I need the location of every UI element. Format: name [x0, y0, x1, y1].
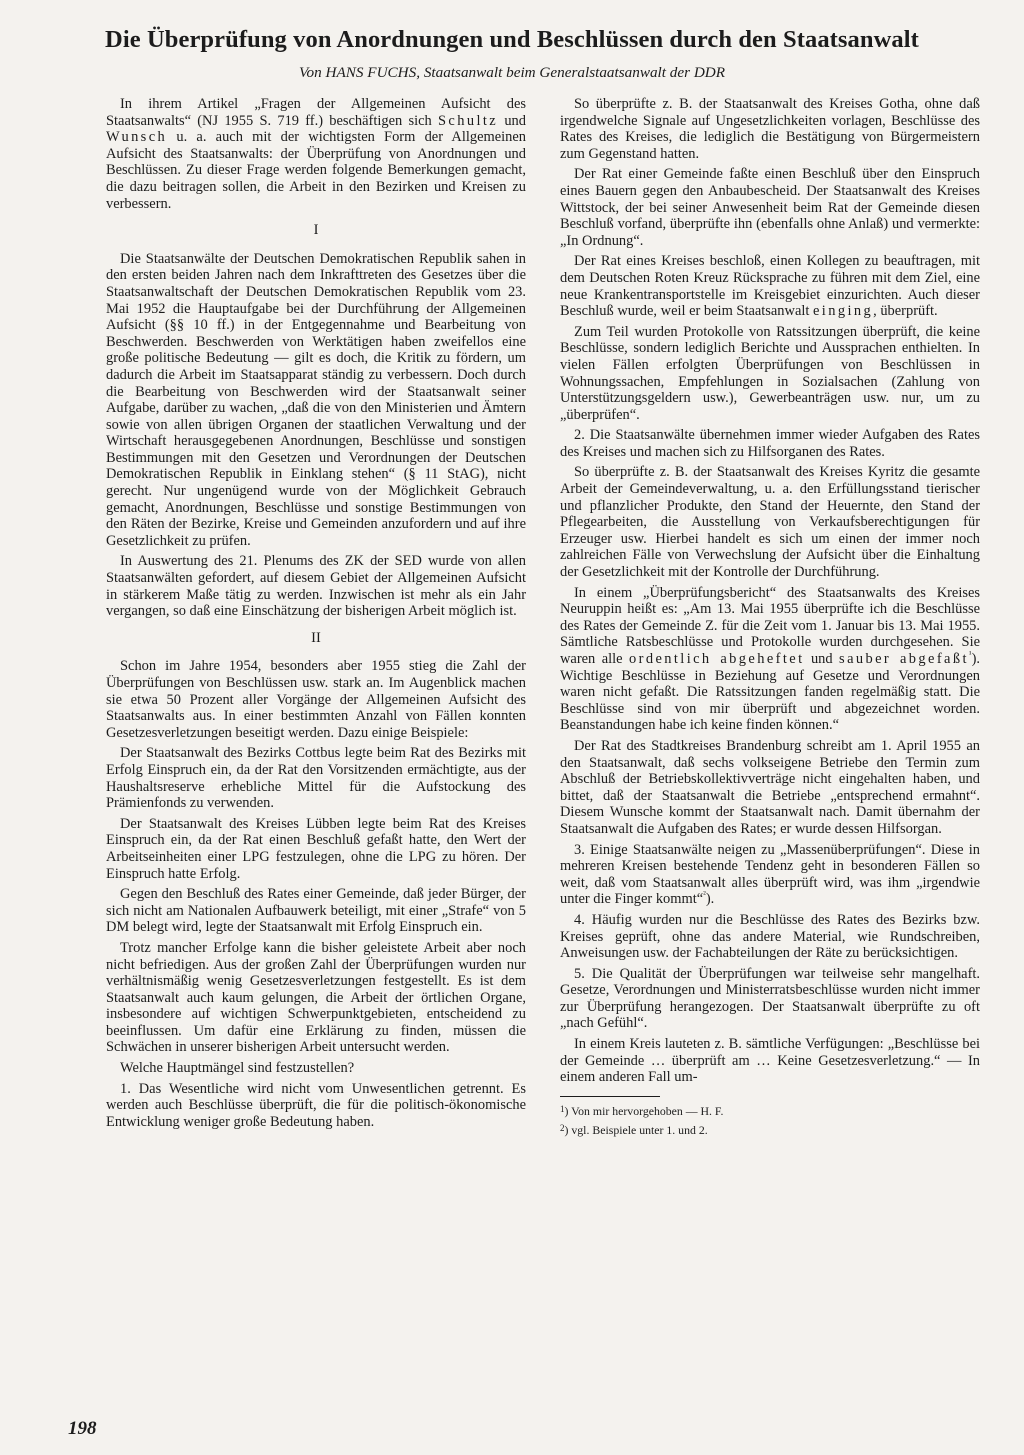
- author-byline: Von HANS FUCHS, Staatsanwalt beim Generalstaatsanwalt der DDR: [298, 64, 726, 81]
- section-heading-2: II: [311, 629, 321, 646]
- footnote-divider: [560, 1096, 660, 1097]
- paragraph: Trotz mancher Erfolge kann die bisher geleistete Arbeit aber noch nicht befriedigen. Aus der großen Zahl der Überprüfungen wurden nur verhältnismäßig wenig Gesetzesverletzungen festgestellt. Es ist dem Staatsanwalt auch kaum gelungen, die Arbeit der örtlichen Organe, insbesondere auf wichtigen Schwerpunktgebieten, entscheidend zu beeinflussen. Um dafür eine Erklärung zu finden, müssen die Schwächen in unserer bisherigen Arbeit untersucht werden.: [106, 939, 526, 1056]
- paragraph: In Auswertung des 21. Plenums des ZK der SED wurde von allen Staatsanwälten gefordert, auf diesem Gebiet der Allgemeinen Aufsicht in stärkerem Maße tätig zu werden. Inzwischen ist mehr als ein Jahr vergangen, so daß eine Einschätzung der bisherigen Arbeit möglich ist.: [106, 553, 526, 620]
- paragraph: Zum Teil wurden Protokolle von Ratssitzungen überprüft, die keine Beschlüsse, sondern lediglich Berichte und Aussprachen enthielten. In vielen Fällen erfolgten Überprüfungen von Beschlüssen in Wohnungssachen, Empfehlungen in Sozialsachen (Zahlung von Unterstützungsgeldern usw.), Gewerbeanträgen usw. nur, um zu „überprüfen“.: [560, 323, 980, 423]
- paragraph: Der Rat eines Kreises beschloß, einen Kollegen zu beauftragen, mit dem Deutschen Roten Kreuz Rücksprache zu führen mit dem Ziel, eine neue Krankentransportstelle im Kreisgebiet einzurichten. Auch dieser Beschluß wurde, weil er beim Staatsanwalt einging, überprüft.: [560, 253, 980, 320]
- paragraph: 4. Häufig wurden nur die Beschlüsse des Rates des Bezirks bzw. Kreises geprüft, ohne das andere Material, wie Rundschreiben, Anweisungen usw. der Fachabteilungen der Räte zu berücksichtigen.: [560, 911, 980, 962]
- paragraph: So überprüfte z. B. der Staatsanwalt des Kreises Gotha, ohne daß irgendwelche Signale auf Ungesetzlichkeiten vorlagen, Beschlüsse des Rates des Kreises, die lediglich die Bestätigung von Bürgermeistern zum Gegenstand hatten.: [560, 96, 980, 162]
- paragraph: Der Rat des Stadtkreises Brandenburg schreibt am 1. April 1955 an den Staatsanwalt, daß sechs volkseigene Betriebe den Termin zum Abschluß der Betriebskollektivverträge nicht eingehalten haben, und bittet, daß der Staatsanwalt die Betriebe „entsprechend ermahnt“. Diesem Wunsche kommt der Staatsanwalt nach. Damit übernahm der Staatsanwalt die Aufgaben des Rates; er wurde dessen Hilfsorgan.: [560, 737, 980, 837]
- intro-paragraph: In ihrem Artikel „Fragen der Allgemeinen Aufsicht des Staatsanwalts“ (NJ 1955 S. 719 ff.) beschäftigen sich Schultz und Wunsch u. a. auch mit der wichtigsten Form der Allgemeinen Aufsicht des Staatsanwalts: der Überprüfung von Anordnungen und Beschlüssen. Zu dieser Frage werden folgende Bemerkungen gemacht, die dazu beitragen sollen, die Arbeit in den Bezirken und Kreisen zu verbessern.: [106, 96, 526, 212]
- footnote-ref-2: ²: [703, 889, 706, 900]
- footnote-2: $^2$) vgl. Beispiele unter 1. und 2.: [560, 1122, 708, 1137]
- paragraph: Die Staatsanwälte der Deutschen Demokratischen Republik sahen in den ersten beiden Jahren nach dem Inkrafttreten des Gesetzes über die Staatsanwaltschaft der Deutschen Demokratischen Republik vom 23. Mai 1952 die Hauptaufgabe bei der Durchführung der Allgemeinen Aufsicht (§§ 10 ff.) in der Entgegennahme und Bearbeitung von Beschwerden. Beschwerden von Werktätigen haben zweifellos eine große politische Bedeutung — gilt es doch, die Kritik zu fördern, um dadurch die Arbeit im Staatsapparat ständig zu verbessern. Doch durch die Bearbeitung von Beschwerden wird der Staatsanwalt seiner Aufgabe, darüber zu wachen, „daß die von den Ministerien und Ämtern sowie von allen übrigen Organen der staatlichen Verwaltung und der Wirtschaft herausgegebenen Anordnungen, Beschlüsse und sonstigen Bestimmungen mit den Gesetzen und Verordnungen der Deutschen Demokratischen Republik in Einklang stehen“ (§ 11 StAG), nicht gerecht. Nur ungenügend wurde von der Möglichkeit Gebrauch gemacht, Anordnungen, Beschlüsse und sonstige Bestimmungen von den Räten der Bezirke, Kreise und Gemeinden anzufordern und auf ihre Gesetzlichkeit zu prüfen.: [106, 250, 526, 549]
- author-name-wunsch: Wunsch: [106, 129, 168, 146]
- footnote-ref-1: ¹: [968, 649, 972, 660]
- paragraph: Schon im Jahre 1954, besonders aber 1955 stieg die Zahl der Überprüfungen von Beschlüssen usw. stark an. Im Augenblick machen sie etwa 50 Prozent aller Vorgänge der Allgemeinen Aufsicht des Staatsanwalts aus. In einer bestimmten Anzahl von Fällen konnten Gesetzesverletzungen beseitigt werden. Dazu einige Beispiele:: [106, 658, 526, 741]
- paragraph: Der Staatsanwalt des Kreises Lübben legte beim Rat des Kreises Einspruch ein, da der Rat einen Beschluß gefaßt hatte, den Wert der Arbeitseinheiten einer LPG festzulegen, ohne die LPG zu hören. Der Einspruch hatte Erfolg.: [106, 815, 526, 882]
- paragraph: 1. Das Wesentliche wird nicht vom Unwesentlichen getrennt. Es werden auch Beschlüsse überprüft, die für die politisch-ökonomische Entwicklung weniger große Bedeutung haben.: [106, 1080, 526, 1130]
- left-column: [106, 96, 526, 1134]
- footnote-1: $^1$) Von mir hervorgehoben — H. F.: [560, 1103, 724, 1118]
- author-name-schultz: Schultz: [437, 112, 499, 129]
- paragraph: 2. Die Staatsanwälte übernehmen immer wieder Aufgaben des Rates des Kreises und machen sich zu Hilfsorganen des Rates.: [560, 427, 980, 460]
- paragraph: 5. Die Qualität der Überprüfungen war teilweise sehr mangelhaft. Gesetze, Verordnungen und Ministerratsbeschlüsse wurden nicht immer zur Überprüfung herangezogen. Der Staatsanwalt überprüfte zu oft „nach Gefühl“.: [560, 965, 980, 1032]
- paragraph: Der Staatsanwalt des Bezirks Cottbus legte beim Rat des Bezirks mit Erfolg Einspruch ein, da der Rat den Vorsitzenden ermächtigte, aus der Haushaltsreserve erhebliche Mittel für die Aufstockung des Prämienfonds zu verwenden.: [106, 745, 526, 812]
- paragraph: Welche Hauptmängel sind festzustellen?: [120, 1060, 355, 1077]
- paragraph: Gegen den Beschluß des Rates einer Gemeinde, daß jeder Bürger, der sich nicht am Nationalen Aufbauwerk beteiligt, mit einer „Strafe“ von 5 DM belegt wird, legte der Staatsanwalt mit Erfolg Einspruch ein.: [106, 886, 526, 936]
- paragraph: In einem Kreis lauteten z. B. sämtliche Verfügungen: „Beschlüsse bei der Gemeinde … überprüft am … Keine Gesetzesverletzung.“ — In einem anderen Fall um-: [560, 1036, 980, 1086]
- page-number: 198: [68, 1418, 97, 1439]
- section-heading-1: I: [313, 222, 319, 239]
- right-column: [560, 96, 980, 1140]
- paragraph: Der Rat einer Gemeinde faßte einen Beschluß über den Einspruch eines Bauern gegen den Anbaubescheid. Der Staatsanwalt des Kreises Wittstock, der bei seiner Anwesenheit beim Rat der Gemeinde diesen Beschluß vorfand, überprüfte ihn (ebenfalls ohne Anlaß) und vermerkte: „In Ordnung“.: [560, 166, 980, 249]
- spaced-emphasis: sauber abgefaßt: [839, 651, 969, 667]
- paragraph: 3. Einige Staatsanwälte neigen zu „Massenüberprüfungen“. Diese in mehreren Kreisen bestehende Tendenz geht in besonderen Fällen so weit, daß vom Staatsanwalt alles überprüft wird, was ihm „irgendwie unter die Finger kommt“$^{^2}$).: [560, 841, 980, 908]
- paragraph: So überprüfte z. B. der Staatsanwalt des Kreises Kyritz die gesamte Arbeit der Gemeindeverwaltung, u. a. den Erfüllungsstand tierischer und pflanzlicher Produkte, den Stand der Heuernte, den Stand der Pflegearbeiten, die Ausstellung von Verkaufsberechtigungen für Erzeuger usw. Hierbei handelt es sich um einen der immer noch zahlreichen Fälle von Verwechslung der Aufsicht über die Einhaltung der Gesetzlichkeit mit der Kontrolle der Durchführung.: [560, 464, 980, 581]
- spaced-emphasis: einging: [813, 303, 874, 320]
- spaced-emphasis: ordentlich abgeheftet: [629, 651, 805, 667]
- paragraph: In einem „Überprüfungsbericht“ des Staatsanwalts des Kreises Neuruppin heißt es: „Am 13. Mai 1955 überprüfte ich die Beschlüsse des Rates der Gemeinde Z. für die Zeit vom 1. Januar bis 13. Mai 1955. Sämtliche Ratsbeschlüsse und Protokolle wurden durchgesehen. Sie waren alle ordentlich abgeheftet und sauber abgefaßt$^{^1}$). Wichtige Beschlüsse in Beziehung auf Gesetze und Verordnungen waren nicht gefaßt. Die Ratssitzungen fanden regelmäßig statt. Die Beschlüsse sind von mir überprüft und abgezeichnet worden. Beanstandungen habe ich keine finden können.“: [560, 584, 980, 734]
- article-title: Die Überprüfung von Anordnungen und Beschlüssen durch den Staatsanwalt: [105, 26, 919, 53]
